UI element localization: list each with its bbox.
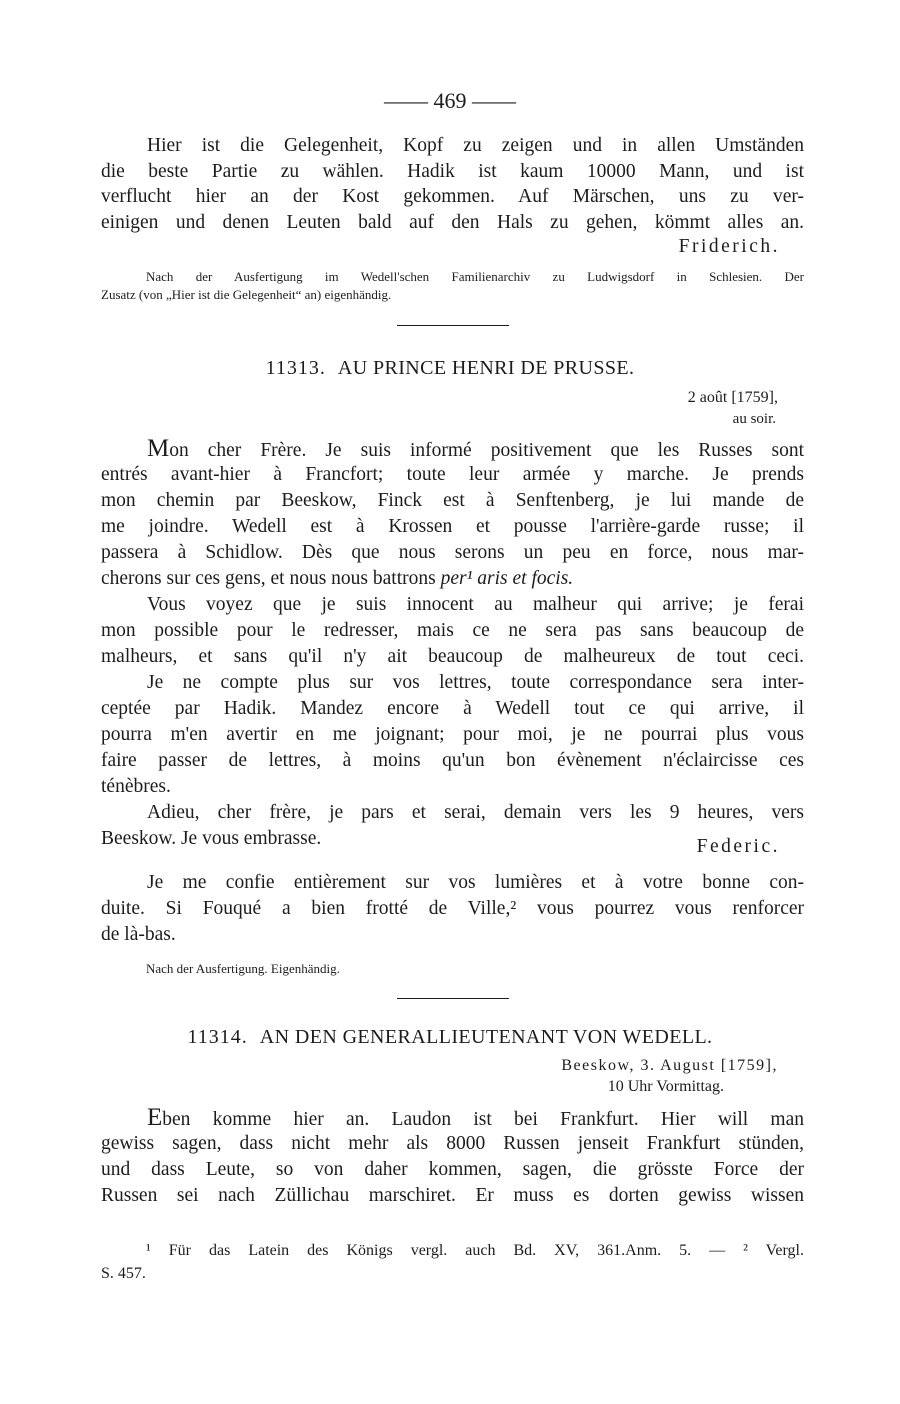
text-line bbox=[101, 566, 804, 592]
latin-phrase: per¹ aris et focis. bbox=[440, 568, 574, 589]
text-line: Vous voyez que je suis innocent au malheur qui arrive; je ferai bbox=[147, 594, 804, 615]
text-line: Adieu, cher frère, je pars et serai, demain vers les 9 heures, vers bbox=[147, 802, 804, 823]
letter-heading-11314 bbox=[0, 1024, 900, 1050]
source-note-line: Zusatz (von „Hier ist die Gelegenheit“ an) eigenhändig. bbox=[101, 287, 392, 302]
text-line: einigen und denen Leuten bald auf den Hals zu gehen, kömmt alles an. bbox=[101, 212, 804, 233]
letter-date: 2 août [1759], bbox=[687, 389, 778, 406]
text-line: und dass Leute, so von daher kommen, sagen, die grösste Force der bbox=[101, 1159, 804, 1180]
text-line: passera à Schidlow. Dès que nous serons un peu en force, nous mar- bbox=[101, 542, 804, 563]
running-head-page-number: —— 469 —— bbox=[384, 88, 516, 113]
text-line: ceptée par Hadik. Mandez encore à Wedell tout ce qui arrive, il bbox=[101, 698, 804, 719]
text-line: mon possible pour le redresser, mais ce ne sera pas sans beaucoup de bbox=[101, 620, 804, 641]
letter-number: 11313. bbox=[265, 357, 326, 379]
text-line: Russen sei nach Züllichau marschiret. Er muss es dorten gewiss wissen bbox=[101, 1185, 804, 1206]
letter-time: au soir. bbox=[732, 411, 776, 427]
signature-friderich: Friderich. bbox=[678, 236, 780, 257]
text-line: duite. Si Fouqué a bien frotté de Ville,² vous pourrez vous renforcer bbox=[101, 898, 804, 919]
letter-heading-11313 bbox=[0, 355, 900, 381]
text-line: faire passer de lettres, à moins qu'un bon évènement n'éclaircisse ces bbox=[101, 750, 804, 771]
text-line: die beste Partie zu wählen. Hadik ist kaum 10000 Mann, und ist bbox=[101, 161, 804, 182]
text-line-rest: ben komme hier an. Laudon ist bei Frankfurt. Hier will man bbox=[162, 1109, 804, 1130]
text-line-start: cherons sur ces gens, et nous nous battrons bbox=[101, 568, 436, 589]
text-line bbox=[147, 436, 804, 464]
letter-time: 10 Uhr Vormittag. bbox=[607, 1078, 724, 1095]
letter-date: Beeskow, 3. August [1759], bbox=[561, 1057, 778, 1074]
text-line: mon chemin par Beeskow, Finck est à Senftenberg, je lui mande de bbox=[101, 490, 804, 511]
text-line: malheurs, et sans qu'il n'y ait beaucoup de malheureux de tout ceci. bbox=[101, 646, 804, 667]
footnote-line: S. 457. bbox=[101, 1265, 146, 1282]
section-divider bbox=[397, 998, 509, 999]
text-line: gewiss sagen, dass nicht mehr als 8000 Russen jenseit Frankfurt stünden, bbox=[101, 1133, 804, 1154]
text-line: ténèbres. bbox=[101, 776, 171, 797]
letter-number: 11314. bbox=[187, 1026, 248, 1048]
section-divider bbox=[397, 325, 509, 326]
text-line: Je ne compte plus sur vos lettres, toute correspondance sera inter- bbox=[147, 672, 804, 693]
signature-federic: Federic. bbox=[696, 836, 780, 857]
text-line: Hier ist die Gelegenheit, Kopf zu zeigen und in allen Umständen bbox=[147, 135, 804, 156]
letter-title: AN DEN GENERALLIEUTENANT VON WEDELL. bbox=[259, 1026, 713, 1048]
text-line: Je me confie entièrement sur vos lumières et à votre bonne con- bbox=[147, 872, 804, 893]
letter-title: AU PRINCE HENRI DE PRUSSE. bbox=[337, 357, 635, 379]
text-line bbox=[147, 1105, 804, 1133]
text-line: entrés avant-hier à Francfort; toute leur armée y marche. Je prends bbox=[101, 464, 804, 485]
source-note: Nach der Ausfertigung. Eigenhändig. bbox=[146, 961, 340, 976]
text-line: verflucht hier an der Kost gekommen. Auf Märschen, uns zu ver- bbox=[101, 186, 804, 207]
text-line: Beeskow. Je vous embrasse. bbox=[101, 828, 322, 849]
text-line-rest: on cher Frère. Je suis informé positivement que les Russes sont bbox=[169, 440, 804, 461]
source-note-line: Nach der Ausfertigung im Wedell'schen Familienarchiv zu Ludwigsdorf in Schlesien. Der bbox=[146, 269, 804, 284]
initial-letter: M bbox=[147, 435, 170, 462]
footnote-line: ¹ Für das Latein des Königs vergl. auch Bd. XV, 361.Anm. 5. — ² Vergl. bbox=[146, 1242, 804, 1259]
text-line: me joindre. Wedell est à Krossen et pousse l'arrière-garde russe; il bbox=[101, 516, 804, 537]
initial-letter: E bbox=[147, 1104, 163, 1131]
text-line: pourra m'en avertir en me joignant; pour moi, je ne pourrai plus vous bbox=[101, 724, 804, 745]
text-line: de là-bas. bbox=[101, 924, 176, 945]
